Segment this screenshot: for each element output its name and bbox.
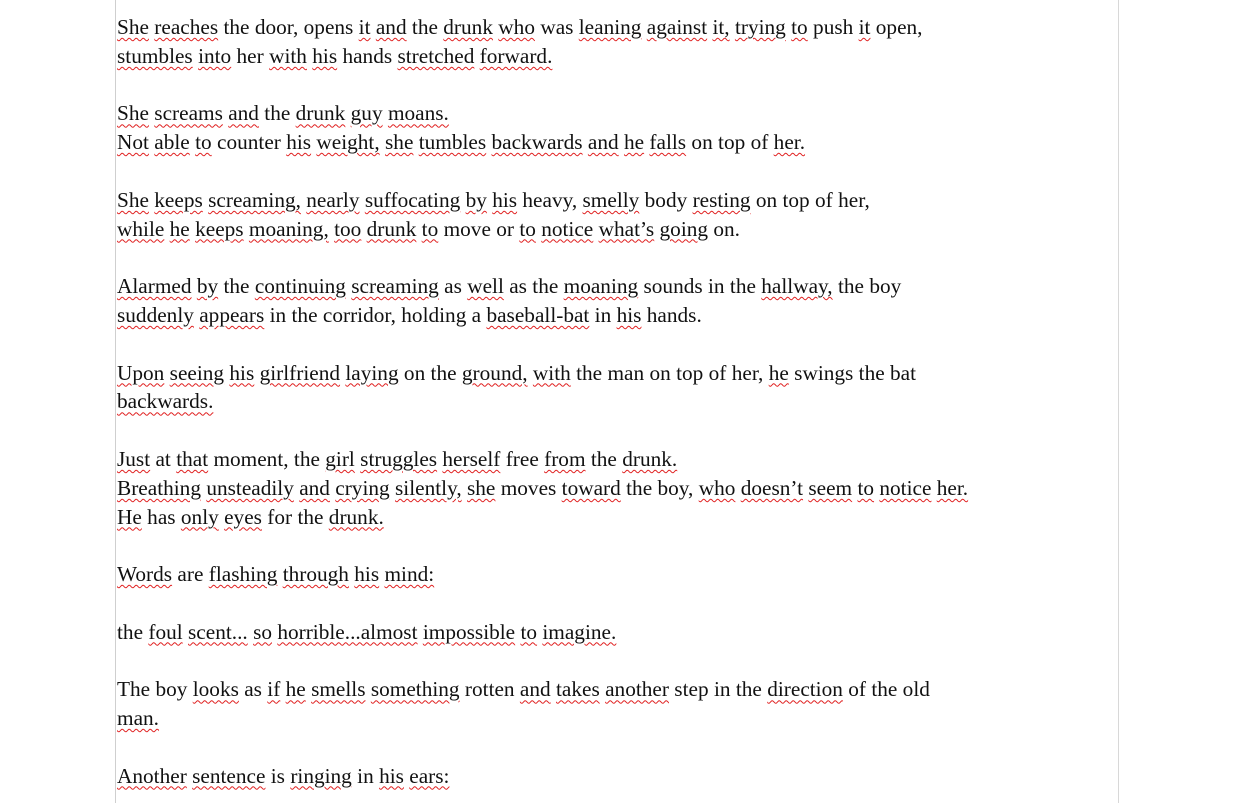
text-line: Words are flashing through his mind: [117,562,435,587]
spellcheck-word[interactable]: to [520,619,538,644]
spellcheck-word[interactable]: baseball-bat [486,302,590,327]
blank-line [117,71,1117,100]
text-line: Breathing unsteadily and crying silently, she moves toward the boy, who doesn’t seem to notice her. [117,475,969,500]
spellcheck-word[interactable]: to [519,216,536,241]
spellcheck-word[interactable]: Just [117,446,151,471]
spellcheck-word[interactable]: doesn’t [740,475,804,500]
spellcheck-word[interactable]: girl [325,446,355,471]
spellcheck-word[interactable]: he [623,130,645,155]
spellcheck-word[interactable]: drunk [366,216,417,241]
spellcheck-word[interactable]: he [285,677,306,702]
blank-line [117,330,1117,359]
spellcheck-word[interactable]: her. [936,475,969,500]
text-line: She keeps screaming, nearly suffocating by his heavy, smelly body resting on top of her, [117,187,870,212]
spellcheck-word[interactable]: his [286,130,312,155]
spellcheck-word[interactable]: his [492,187,518,212]
spellcheck-word[interactable]: so [253,619,272,644]
text-line: He has only eyes for the drunk. [117,504,384,529]
spellcheck-word[interactable]: silently, [395,475,462,500]
spellcheck-word[interactable]: suddenly [117,302,194,327]
spellcheck-word[interactable]: by [465,187,487,212]
spellcheck-word[interactable]: horrible...almost [277,619,418,644]
spellcheck-word[interactable]: drunk. [328,504,384,529]
spellcheck-word[interactable]: his [229,360,255,385]
spellcheck-word[interactable]: appears [199,302,265,327]
spellcheck-word[interactable]: unsteadily [206,475,294,500]
spellcheck-word[interactable]: backwards. [117,389,214,414]
spellcheck-word[interactable]: and [299,475,330,500]
spellcheck-word[interactable]: his [616,302,642,327]
spellcheck-word[interactable]: seeing [169,360,225,385]
spellcheck-word[interactable]: only [180,504,219,529]
spellcheck-word[interactable]: smells [311,677,366,702]
document-text[interactable] [117,13,1117,791]
spellcheck-word[interactable]: herself [442,446,501,471]
spellcheck-word[interactable]: moans. [387,101,449,126]
spellcheck-word[interactable]: forward. [479,43,553,68]
spellcheck-word[interactable]: he [169,216,190,241]
blank-line [117,416,1117,445]
blank-line [117,531,1117,560]
spellcheck-word[interactable]: and [228,101,259,126]
spellcheck-word[interactable]: Words [117,562,173,587]
spellcheck-word[interactable]: she [467,475,496,500]
spellcheck-word[interactable]: direction [767,677,843,702]
spellcheck-word[interactable]: if [267,677,281,702]
spellcheck-word[interactable]: his [379,763,404,788]
blank-line [117,243,1117,272]
spellcheck-word[interactable]: resting [692,187,751,212]
spellcheck-word[interactable]: while [117,216,165,241]
text-line: suddenly appears in the corridor, holding a baseball-bat in his hands. [117,302,702,327]
text-line: She reaches the door, opens it and the drunk who was leaning against it, trying to push it open, [117,15,923,39]
spellcheck-word[interactable]: ground, [461,360,528,385]
spellcheck-word[interactable]: Upon [117,360,165,385]
spellcheck-word[interactable]: nearly [306,187,360,212]
spellcheck-word[interactable]: tumbles [418,130,487,155]
spellcheck-word[interactable]: backwards [491,130,583,155]
spellcheck-word[interactable]: impossible [422,619,516,644]
spellcheck-word[interactable]: keeps [195,216,244,241]
spellcheck-word[interactable]: laying [345,360,399,385]
spellcheck-word[interactable]: takes [556,677,600,702]
text-line: while he keeps moaning, too drunk to move or to notice what’s going on. [117,216,740,241]
spellcheck-word[interactable]: smelly [582,187,640,212]
spellcheck-word[interactable]: able [154,130,190,155]
text-line [117,704,1117,733]
spellcheck-word[interactable]: man. [117,706,159,731]
spellcheck-word[interactable]: seem [808,475,853,500]
spellcheck-word[interactable]: toward [561,475,621,500]
spellcheck-word[interactable]: trying [734,15,786,39]
spellcheck-word[interactable]: keeps [154,187,203,212]
spellcheck-word[interactable]: it [858,15,871,39]
spellcheck-word[interactable]: flashing [208,562,278,587]
spellcheck-word[interactable]: moaning [563,274,639,299]
spellcheck-word[interactable]: continuing [254,274,346,299]
spellcheck-word[interactable]: She [117,187,149,212]
spellcheck-word[interactable]: Breathing [117,475,201,500]
spellcheck-word[interactable]: guy [350,101,383,126]
spellcheck-word[interactable]: hallway, [761,274,833,299]
text-line: She screams and the drunk guy moans. [117,101,449,126]
spellcheck-word[interactable]: who [698,475,736,500]
spellcheck-word[interactable]: mind: [384,562,435,587]
spellcheck-word[interactable]: something [370,677,460,702]
spellcheck-word[interactable]: Not [117,130,149,155]
text-line: Just at that moment, the girl struggles herself free from the drunk. [117,446,678,471]
spellcheck-word[interactable]: suffocating [364,187,461,212]
spellcheck-word[interactable]: to [857,475,875,500]
spellcheck-word[interactable]: his [354,562,380,587]
spellcheck-word[interactable]: and [375,15,407,39]
spellcheck-word[interactable]: screaming [351,274,439,299]
blank-line [117,157,1117,186]
text-line: Another sentence is ringing in his ears: [117,763,450,788]
spellcheck-word[interactable]: his [312,43,338,68]
spellcheck-word[interactable]: with [269,43,307,68]
text-line: The boy looks as if he smells something rotten and takes another step in the direction of the old [117,677,930,702]
spellcheck-word[interactable]: weight, [316,130,380,155]
spellcheck-word[interactable]: reaches [154,15,219,39]
spellcheck-word[interactable]: drunk [295,101,346,126]
left-margin-line [115,0,116,803]
spellcheck-word[interactable]: eyes [224,504,262,529]
spellcheck-word[interactable]: against [646,15,708,39]
spellcheck-word[interactable]: into [198,43,232,68]
spellcheck-word[interactable]: and [519,677,551,702]
blank-line [117,589,1117,618]
text-line: the foul scent... so horrible...almost impossible to imagine. [117,619,617,644]
spellcheck-word[interactable]: Alarmed [117,274,192,299]
spellcheck-word[interactable]: it, [712,15,730,39]
spellcheck-word[interactable]: it [358,15,371,39]
spellcheck-word[interactable]: drunk. [622,446,678,471]
spellcheck-word[interactable]: She [117,15,149,39]
spellcheck-word[interactable]: notice [541,216,594,241]
spellcheck-word[interactable]: sentence [192,763,266,788]
spellcheck-word[interactable]: struggles [360,446,438,471]
spellcheck-word[interactable]: to [195,130,212,155]
spellcheck-word[interactable]: screaming, [208,187,301,212]
spellcheck-word[interactable]: too [334,216,362,241]
spellcheck-word[interactable]: he [768,360,789,385]
spellcheck-word[interactable]: stumbles [117,43,193,68]
spellcheck-word[interactable]: to [421,216,439,241]
text-line [117,387,1117,416]
spellcheck-word[interactable]: crying [335,475,390,500]
spellcheck-word[interactable]: moaning, [248,216,329,241]
text-line: Not able to counter his weight, she tumbles backwards and he falls on top of her. [117,130,806,155]
spellcheck-word[interactable]: well [467,274,504,299]
spellcheck-word[interactable]: girlfriend [259,360,341,385]
spellcheck-word[interactable]: leaning [578,15,642,39]
text-line: Alarmed by the continuing screaming as well as the moaning sounds in the hallway, the boy [117,274,902,299]
spellcheck-word[interactable]: screams [154,101,223,126]
spellcheck-word[interactable]: that [176,446,209,471]
spellcheck-word[interactable]: to [791,15,808,39]
right-margin-line [1118,0,1119,803]
spellcheck-word[interactable]: She [117,101,149,126]
spellcheck-word[interactable]: He [117,504,142,529]
spellcheck-word[interactable]: looks [192,677,239,702]
spellcheck-word[interactable]: going [659,216,709,241]
spellcheck-word[interactable]: who [498,15,535,39]
text-line: Upon seeing his girlfriend laying on the ground, with the man on top of her, he swings the bat [117,360,917,385]
spellcheck-word[interactable]: her. [773,130,806,155]
spellcheck-word[interactable]: by [196,274,219,299]
spellcheck-word[interactable]: Another [117,763,187,788]
spellcheck-word[interactable]: from [544,446,586,471]
spellcheck-word[interactable]: through [282,562,349,587]
spellcheck-word[interactable]: she [385,130,414,155]
spellcheck-word[interactable]: notice [879,475,932,500]
spellcheck-word[interactable]: imagine. [542,619,617,644]
spellcheck-word[interactable]: with [532,360,571,385]
spellcheck-word[interactable]: ringing [290,763,352,788]
spellcheck-word[interactable]: drunk [443,15,493,39]
spellcheck-word[interactable]: another [605,677,669,702]
spellcheck-word[interactable]: ears: [409,763,450,788]
spellcheck-word[interactable]: falls [649,130,687,155]
spellcheck-word[interactable]: stretched [397,43,475,68]
spellcheck-word[interactable]: and [587,130,619,155]
spellcheck-word[interactable]: foul [148,619,183,644]
blank-line [117,647,1117,676]
spellcheck-word[interactable]: what’s [598,216,655,241]
spellcheck-word[interactable]: scent... [188,619,248,644]
blank-line [117,733,1117,762]
text-line: stumbles into her with his hands stretched forward. [117,43,553,68]
